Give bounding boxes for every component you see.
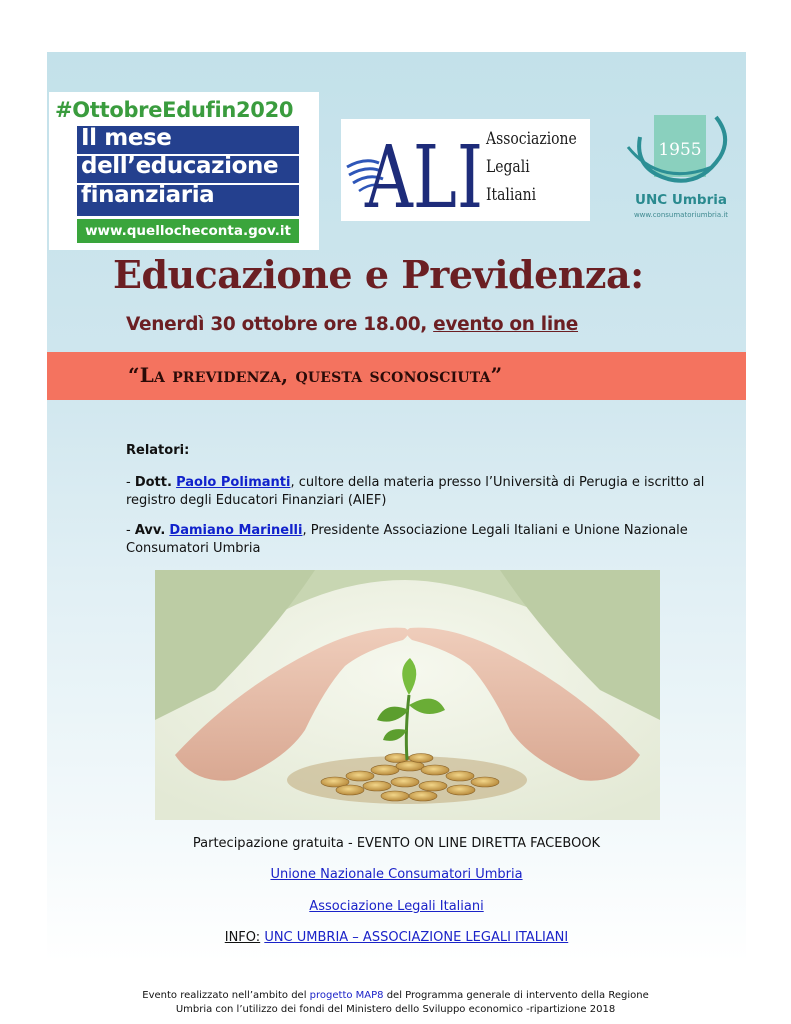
- ali-text-line-2: Legali: [486, 157, 530, 177]
- ali-text-line-3: Italiani: [486, 185, 537, 205]
- event-online-label: evento on line: [433, 314, 579, 335]
- event-date-line: [126, 314, 578, 335]
- ali-mark-icon: [345, 127, 485, 213]
- footer-line-2: Umbria con l’utilizzo dei fondi del Ministero dello Sviluppo economico -ripartizione 2018: [175, 1004, 616, 1015]
- edufin-hashtag: #OttobreEdufin2020: [55, 98, 294, 122]
- unc-ribbon-icon: [620, 107, 746, 193]
- edufin-url: www.quellocheconta.gov.it: [77, 219, 299, 243]
- info-link[interactable]: UNC UMBRIA – ASSOCIAZIONE LEGALI ITALIANI: [264, 930, 569, 945]
- footer-note: [0, 989, 791, 1017]
- hands-coins-plant-image: [155, 570, 660, 820]
- info-label: INFO:: [224, 930, 261, 945]
- speaker-description: , cultore della materia presso l’Università di Perugia e iscritto al registro degli Educatori Finanziari (AIEF): [126, 475, 705, 508]
- participation-text: Partecipazione gratuita - EVENTO ON LINE DIRETTA FACEBOOK: [192, 836, 601, 851]
- edufin-blue-box: [77, 126, 299, 216]
- speakers-section: [126, 442, 726, 570]
- edufin-line-1: Il mese: [81, 125, 172, 151]
- svg-text:ALI: ALI: [364, 128, 483, 213]
- svg-text:1955: 1955: [658, 140, 702, 160]
- unc-url: www.consumatoriumbria.it: [633, 211, 729, 219]
- info-line: [47, 930, 746, 945]
- ali-link[interactable]: Associazione Legali Italiani: [309, 899, 484, 914]
- topic-banner: [47, 352, 746, 400]
- ali-text-line-1: Associazione: [486, 129, 577, 149]
- speaker-item: - Avv. Damiano Marinelli, Presidente Associazione Legali Italiani e Unione Nazionale Consumatori Umbria: [126, 523, 688, 556]
- speaker-title: Avv.: [134, 523, 166, 538]
- speakers-heading: Relatori:: [126, 443, 190, 458]
- speaker-item: - Dott. Paolo Polimanti, cultore della materia presso l’Università di Perugia e iscritto al registro degli Educatori Finanziari (AIEF): [126, 475, 705, 508]
- speaker-description: , Presidente Associazione Legali Italiani e Unione Nazionale Consumatori Umbria: [126, 523, 688, 556]
- edufin-line-3: finanziaria: [81, 182, 215, 208]
- topic-banner-text: “La previdenza, questa sconosciuta”: [128, 363, 503, 387]
- event-poster: [47, 52, 746, 962]
- event-date: Venerdì 30 ottobre ore 18.00,: [126, 314, 434, 335]
- edufin-logo: [49, 92, 319, 250]
- unc-umbria-logo: [620, 107, 746, 227]
- speaker-name-link[interactable]: Paolo Polimanti: [176, 475, 291, 490]
- speaker-title: Dott.: [134, 475, 172, 490]
- project-map8-link[interactable]: progetto MAP8: [309, 990, 384, 1001]
- unc-link[interactable]: Unione Nazionale Consumatori Umbria: [270, 867, 523, 882]
- speaker-name-link[interactable]: Damiano Marinelli: [169, 523, 303, 538]
- edufin-line-2: dell’educazione: [81, 153, 279, 179]
- ali-logo: [341, 119, 590, 221]
- page-title: Educazione e Previdenza:: [113, 252, 644, 297]
- footer-line-1: Evento realizzato nell’ambito del progetto MAP8 del Programma generale di intervento della Regione: [142, 990, 649, 1001]
- unc-name: UNC Umbria: [635, 192, 727, 208]
